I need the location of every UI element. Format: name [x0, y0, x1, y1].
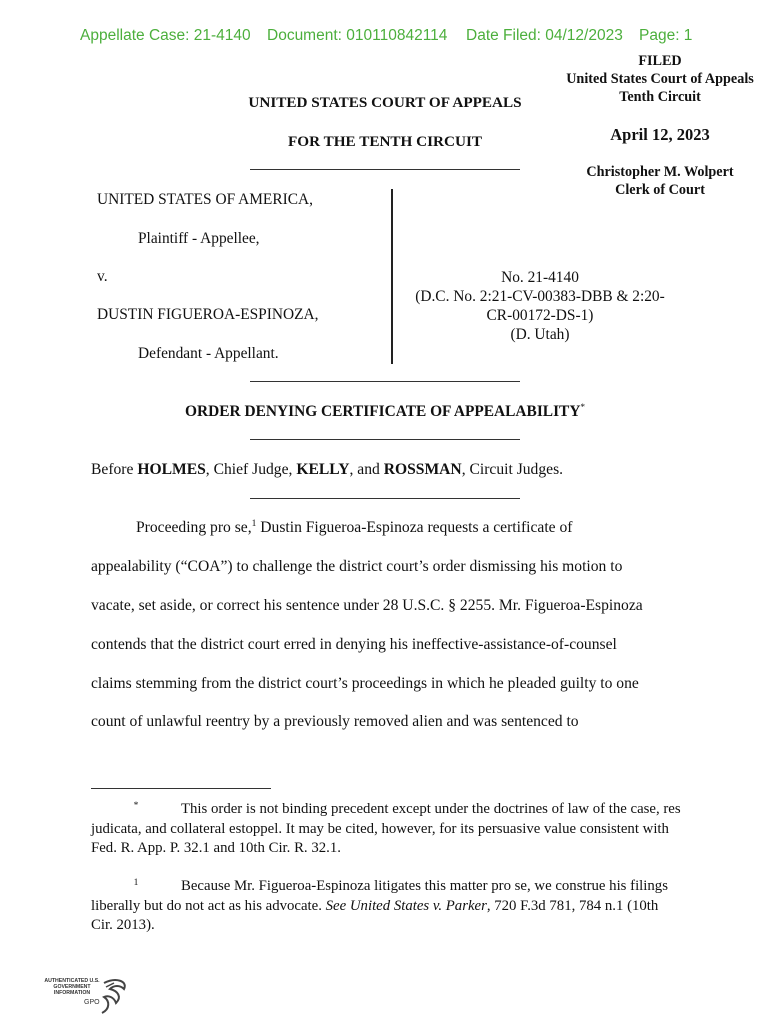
judge-holmes-title: , Chief Judge,	[205, 461, 297, 478]
footnote-star-text: This order is not binding precedent except under the doctrines of law of the case, res judicata, and collateral estoppel. It may be cited, however, for its persuasive value consistent with Fed. R. App. P. 32.1 and 10th Cir. R. 32.1.	[91, 801, 681, 856]
divider-rule	[250, 169, 520, 170]
caption-divider	[391, 189, 393, 364]
gpo-logo-text: AUTHENTICATED U.S. GOVERNMENT INFORMATION	[44, 978, 100, 996]
header-case-number: Appellate Case: 21-4140	[80, 27, 251, 44]
header-date-filed: Date Filed: 04/12/2023	[466, 27, 623, 44]
footnote-1-text: Because Mr. Figueroa-Espinoza litigates this matter pro se, we construe his filings liberally but do not act as his advocate.	[91, 878, 668, 914]
body-line-5: claims stemming from the district court’s proceedings in which he pleaded guilty to one	[91, 675, 639, 692]
order-title-footnote-mark: *	[580, 402, 585, 412]
gpo-authentication-logo	[44, 975, 134, 1019]
court-circuit: FOR THE TENTH CIRCUIT	[288, 133, 482, 150]
footnote-star	[91, 797, 681, 859]
panel-and: , and	[349, 461, 384, 478]
header-page-number: Page: 1	[639, 27, 693, 44]
panel-suffix: , Circuit Judges.	[461, 461, 564, 478]
plaintiff-role: Plaintiff - Appellee,	[138, 230, 260, 247]
body-line-2: appealability (“COA”) to challenge the district court’s order dismissing his motion to	[91, 558, 623, 575]
footnote-1	[91, 874, 681, 936]
footnote-ref-1: 1	[251, 519, 257, 529]
filed-court-line1: United States Court of Appeals	[566, 71, 754, 87]
case-number: No. 21-4140	[501, 269, 579, 286]
filed-label: FILED	[638, 53, 682, 69]
order-title-text: ORDER DENYING CERTIFICATE OF APPEALABILITY	[185, 403, 581, 420]
body-line-6: count of unlawful reentry by a previously removed alien and was sentenced to	[91, 713, 579, 730]
judge-rossman: ROSSMAN	[383, 461, 462, 478]
order-title	[100, 402, 670, 421]
divider-rule	[250, 498, 520, 499]
district-label: (D. Utah)	[510, 326, 570, 343]
panel-prefix: Before	[91, 461, 138, 478]
versus-label: v.	[97, 268, 108, 285]
footnote-1-mark: 1	[133, 878, 139, 888]
gpo-label: GPO	[84, 999, 100, 1006]
filed-date: April 12, 2023	[610, 125, 710, 144]
body-line-3: vacate, set aside, or correct his sentence under 28 U.S.C. § 2255. Mr. Figueroa-Espinoza	[91, 597, 643, 614]
clerk-block	[540, 163, 770, 199]
panel-line	[91, 461, 563, 479]
eagle-icon	[44, 975, 134, 1019]
body-text: Proceeding pro se,	[136, 519, 252, 536]
judge-kelly: KELLY	[296, 461, 350, 478]
footnote-star-mark: *	[133, 801, 139, 811]
filed-court-line2: Tenth Circuit	[619, 89, 701, 105]
plaintiff-name: UNITED STATES OF AMERICA,	[97, 191, 313, 208]
divider-rule	[250, 439, 520, 440]
clerk-title: Clerk of Court	[615, 182, 705, 198]
judge-holmes: HOLMES	[137, 461, 206, 478]
body-line-1	[136, 519, 572, 537]
defendant-role: Defendant - Appellant.	[138, 345, 279, 362]
court-name: UNITED STATES COURT OF APPEALS	[248, 94, 522, 111]
divider-rule	[250, 381, 520, 382]
defendant-name: DUSTIN FIGUEROA-ESPINOZA,	[97, 306, 319, 323]
footnote-separator	[91, 788, 271, 789]
dc-numbers-line2: CR-00172-DS-1)	[486, 307, 594, 324]
footnote-1-citation: See United States v. Parker	[325, 897, 487, 914]
footnote-1-text-end: , 720 F.3d 781, 784 n.1 (10th Cir. 2013).	[91, 897, 659, 933]
case-number-block	[400, 268, 680, 344]
body-text: Dustin Figueroa-Espinoza requests a certificate of	[256, 519, 573, 536]
dc-numbers-line1: (D.C. No. 2:21-CV-00383-DBB & 2:20-	[415, 288, 665, 305]
clerk-name: Christopher M. Wolpert	[586, 164, 734, 180]
header-document-number: Document: 010110842114	[267, 27, 448, 44]
body-line-4: contends that the district court erred in denying his ineffective-assistance-of-counsel	[91, 636, 617, 653]
